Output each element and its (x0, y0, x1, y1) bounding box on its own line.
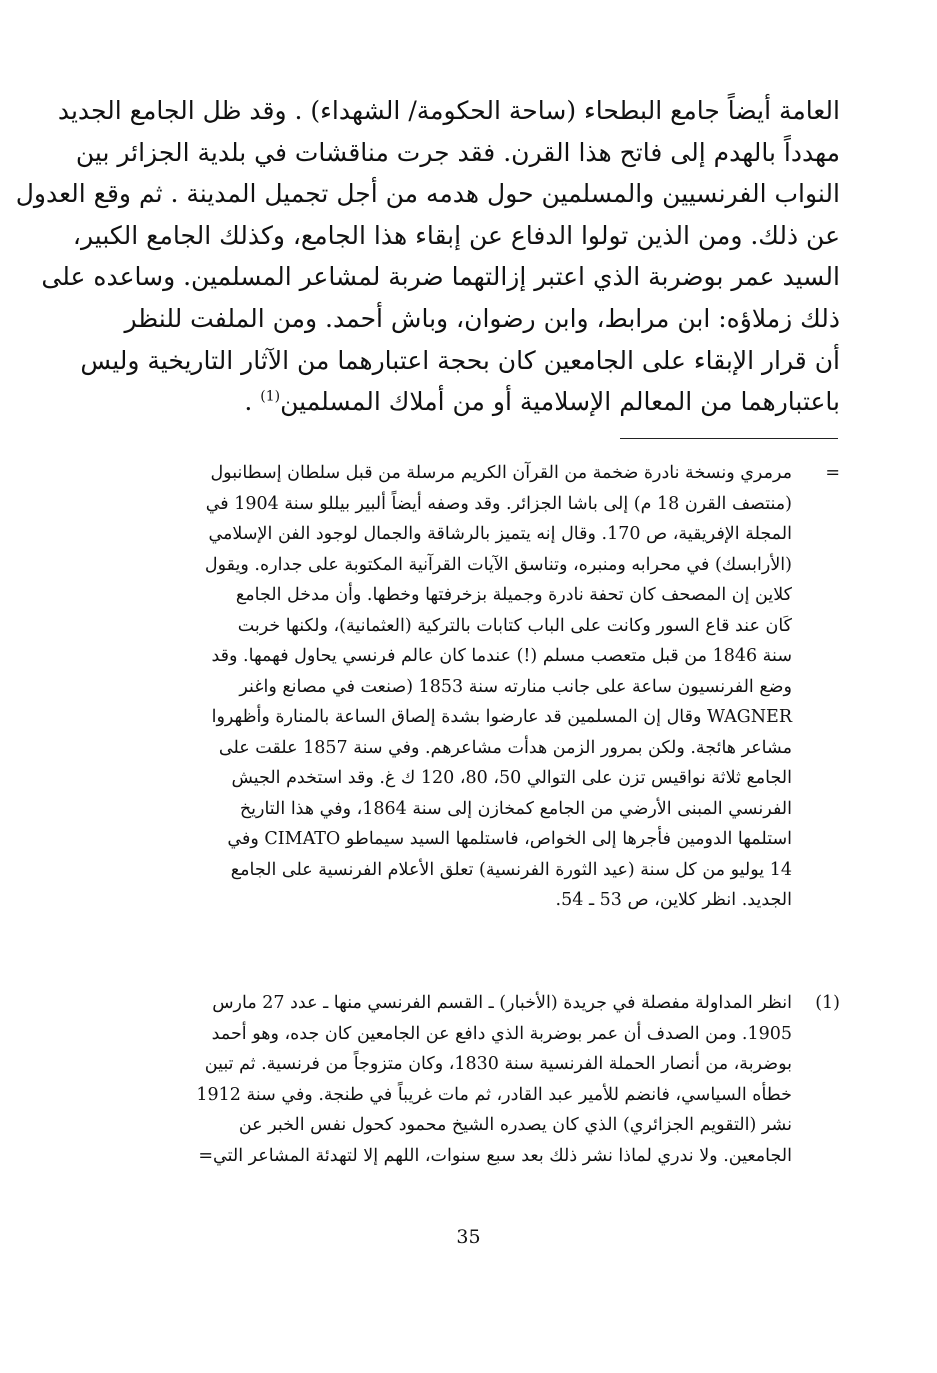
footnote-line: خطأه السياسي، فانضم للأمير عبد القادر، ثم مات غريباً في طنجة. وفي سنة 1912 (196, 1084, 792, 1105)
footnote-body (128, 988, 792, 1171)
main-line: العامة أيضاً جامع البطحاء (ساحة الحكومة/ الشهداء) . وقد ظل الجامع الجديد (57, 96, 840, 125)
main-paragraph (15, 90, 840, 423)
main-line: ذلك زملاؤه: ابن مرابط، وابن رضوان، وباش أحمد. ومن الملفت للنظر (124, 303, 840, 333)
footnote-line: 14 يوليو من كل سنة (عيد الثورة الفرنسية) تعلق الأعلام الفرنسية على الجامع (230, 859, 792, 880)
footnote-line: سنة 1846 من قبل متعصب مسلم (!) عندما كان عالم فرنسي يحاول فهمها. وقد (211, 646, 792, 666)
footnote-marker: = (825, 463, 840, 483)
footnote-line: WAGNER وقال إن المسلمين قد عارضوا بشدة إلصاق الساعة بالمنارة وأظهروا (211, 707, 792, 727)
main-line: أن قرار الإبقاء على الجامعين كان بحجة اعتبارهما من الآثار التاريخية وليس (80, 345, 840, 375)
footnote-continued (128, 458, 840, 916)
main-line: عن ذلك. ومن الذين تولوا الدفاع عن إبقاء هذا الجامع، وكذلك الجامع الكبير، (72, 220, 840, 250)
footnote-line: (منتصف القرن 18 م) إلى باشا الجزائر. وقد وصفه أيضاً ألبير بيللو سنة 1904 في (205, 493, 792, 514)
footnote-line: انظر المداولة مفصلة في جريدة (الأخبار) ـ القسم الفرنسي منها ـ عدد 27 مارس (212, 993, 792, 1013)
footnote-line: الجامع ثلاثة نواقيس تزن على التوالي 50، 80، 120 ك غ. وقد استخدم الجيش (231, 768, 792, 788)
footnote-line: (الأرابسك) في محرابه ومنبره، وتناسق الآيات القرآنية المكتوبة على جداره. ويقول (204, 554, 792, 575)
footnote-1 (128, 988, 840, 1171)
footnote-line: 1905. ومن الصدف أن عمر بوضربة الذي دافع عن الجامعين كان جده، وهو أحمد (211, 1023, 792, 1044)
main-line: مهدداً بالهدم إلى فاتح هذا القرن. فقد جرت مناقشات في بلدية الجزائر بين (75, 137, 840, 167)
main-line: السيد عمر بوضربة الذي اعتبر إزالتهما ضربة لمشاعر المسلمين. وساعده على (41, 262, 840, 292)
footnote-line: مرمري ونسخة نادرة ضخمة من القرآن الكريم مرسلة من قبل سلطان إسطانبول (210, 463, 792, 483)
footnote-line: مشاعر هائجة. ولكن بمرور الزمن هدأت مشاعرهم. وفي سنة 1857 علقت على (218, 737, 792, 758)
footnote-line: وضع الفرنسيون ساعة على جانب منارته سنة 1853 (صنعت في مصانع واغنر (239, 676, 792, 697)
page-number: 35 (456, 1226, 481, 1248)
footnote-line: الجديد. انظر كلاين، ص 53 ـ 54. (555, 890, 792, 910)
footnote-line: استلمها الدومين فأجرها إلى الخواص، فاستلمها السيد سيماطو CIMATO وفي (227, 829, 792, 849)
footnote-line: المجلة الإفريقية، ص 170. وقال إنه يتميز بالرشاقة والجمال لوجود الفن الإسلامي (208, 524, 792, 544)
footnote-separator (620, 438, 838, 439)
main-last-line (128, 381, 840, 423)
footnote-line: كلاين إن المصحف كان تحفة نادرة وجميلة بزخرفتها وخطها. وأن مدخل الجامع (235, 585, 792, 605)
footnote-line: نشر (التقويم الجزائري) الذي كان يصدره الشيخ محمود كحول نفس الخبر عن (238, 1115, 792, 1135)
main-last-line-text: باعتبارهما من المعالم الإسلامية أو من أملاك المسلمين (280, 387, 840, 417)
footnote-line: كَان عند قاع السور وكانت على الباب كتابات بالتركية (العثمانية)، ولكنها خربت (237, 615, 792, 636)
footnote-reference: (1) (260, 388, 281, 405)
footnote-line: الجامعين. ولا ندري لماذا نشر ذلك بعد سبع سنوات، اللهم إلا لتهدئة المشاعر التي= (198, 1145, 792, 1166)
main-last-line-end: . (244, 387, 261, 417)
footnote-body (128, 458, 792, 916)
footnote-line: بوضربة، من أنصار الحملة الفرنسية سنة 1830، وكان متزوجاً من فرنسية. ثم تبين (204, 1054, 792, 1074)
footnote-marker: (1) (815, 993, 840, 1013)
main-line: النواب الفرنسيين والمسلمين حول هدمه من أجل تجميل المدينة . ثم وقع العدول (15, 179, 840, 209)
footnote-line: الفرنسي المبنى الأرضي من الجامع كمخازن إلى سنة 1864، وفي هذا التاريخ (239, 798, 792, 819)
